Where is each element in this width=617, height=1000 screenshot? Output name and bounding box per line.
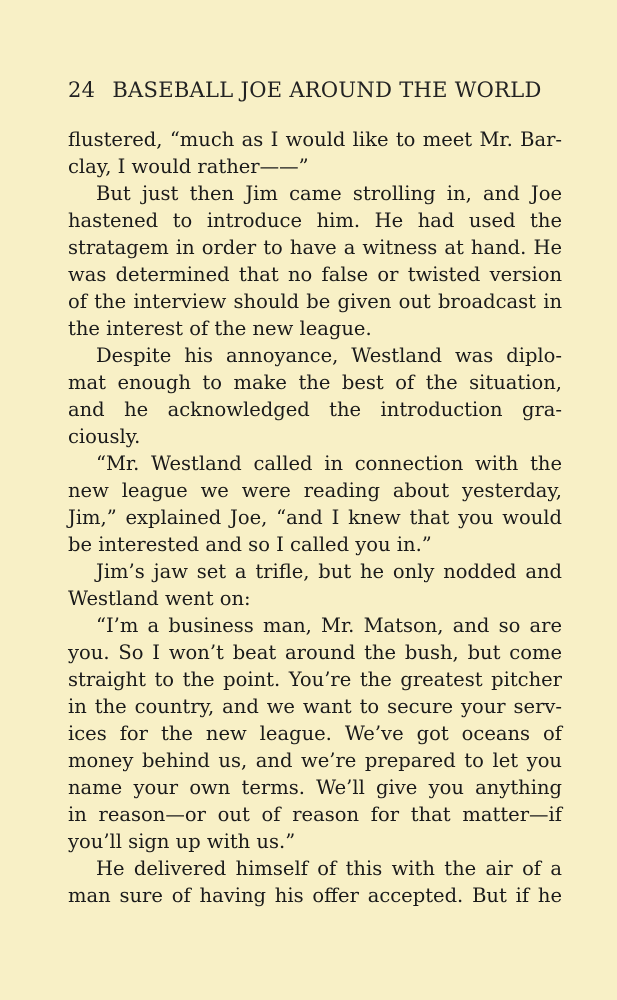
body-text — [68, 126, 562, 909]
text-line: money behind us, and we’re prepared to let you — [68, 749, 562, 772]
text-line: “I’m a business man, Mr. Matson, and so are — [96, 614, 562, 637]
page-number: 24 — [68, 78, 96, 102]
text-line: you’ll sign up with us.” — [68, 830, 296, 853]
text-line: Despite his annoyance, Westland was diplo- — [96, 344, 562, 367]
running-header — [68, 78, 548, 102]
text-line: you. So I won’t beat around the bush, but come — [68, 641, 562, 664]
text-line: clay, I would rather——” — [68, 155, 309, 178]
running-title: BASEBALL JOE AROUND THE WORLD — [112, 78, 542, 102]
text-line: ices for the new league. We’ve got oceans of — [68, 722, 562, 745]
text-line: ciously. — [68, 425, 141, 448]
text-line: straight to the point. You’re the greatest pitcher — [68, 668, 562, 691]
text-line: man sure of having his offer accepted. But if he — [68, 884, 562, 907]
text-line: in reason—or out of reason for that matter—if — [68, 803, 562, 826]
text-line: the interest of the new league. — [68, 317, 372, 340]
text-line: name your own terms. We’ll give you anything — [68, 776, 562, 799]
text-line: “Mr. Westland called in connection with the — [96, 452, 562, 475]
text-line: was determined that no false or twisted version — [68, 263, 562, 286]
text-line: But just then Jim came strolling in, and Joe — [96, 182, 562, 205]
text-line: of the interview should be given out broadcast in — [68, 290, 562, 313]
text-line: He delivered himself of this with the air of a — [96, 857, 562, 880]
text-line: in the country, and we want to secure your serv- — [68, 695, 562, 718]
text-line: flustered, “much as I would like to meet Mr. Bar- — [68, 128, 562, 151]
text-line: Jim’s jaw set a trifle, but he only nodded and — [96, 560, 562, 583]
text-line: stratagem in order to have a witness at hand. He — [68, 236, 562, 259]
text-line: be interested and so I called you in.” — [68, 533, 432, 556]
text-line: hastened to introduce him. He had used the — [68, 209, 562, 232]
text-line: new league we were reading about yesterday, — [68, 479, 562, 502]
text-line: and he acknowledged the introduction gra- — [68, 398, 562, 421]
text-line: mat enough to make the best of the situation, — [68, 371, 562, 394]
text-line: Jim,” explained Joe, “and I knew that you would — [68, 506, 562, 529]
text-line: Westland went on: — [68, 587, 251, 610]
